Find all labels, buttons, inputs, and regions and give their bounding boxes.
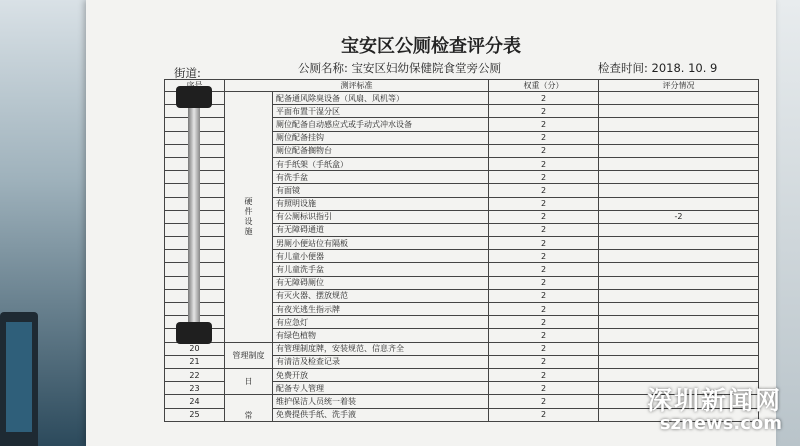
row-score xyxy=(599,329,759,342)
row-weight: 2 xyxy=(489,395,599,408)
row-score xyxy=(599,368,759,381)
header-score: 评分情况 xyxy=(599,80,759,92)
row-criterion: 厕位配备搁物台 xyxy=(273,144,489,157)
row-score: -2 xyxy=(599,210,759,223)
clipboard-clip xyxy=(170,86,218,346)
watermark-en: sznews.com xyxy=(659,413,782,434)
row-score xyxy=(599,144,759,157)
row-criterion: 平面布置干湿分区 xyxy=(273,105,489,118)
row-score xyxy=(599,223,759,236)
row-criterion: 厕位配备自动感应式或手动式冲水设备 xyxy=(273,118,489,131)
score-table xyxy=(164,79,759,422)
row-score xyxy=(599,355,759,368)
row-weight: 2 xyxy=(489,316,599,329)
row-number: 24 xyxy=(165,395,225,408)
row-criterion: 有无障碍通道 xyxy=(273,223,489,236)
row-criterion: 配备通风除臭设备（风扇、风机等） xyxy=(273,92,489,105)
row-criterion: 有夜光逃生指示牌 xyxy=(273,303,489,316)
category-management: 管理制度 xyxy=(225,342,273,368)
row-weight: 2 xyxy=(489,250,599,263)
row-criterion: 配备专人管理 xyxy=(273,382,489,395)
row-criterion: 有应急灯 xyxy=(273,316,489,329)
row-criterion: 有绿色植物 xyxy=(273,329,489,342)
row-weight: 2 xyxy=(489,157,599,170)
row-score xyxy=(599,131,759,144)
table-row xyxy=(165,368,759,381)
row-weight: 2 xyxy=(489,210,599,223)
row-criterion: 有照明设施 xyxy=(273,197,489,210)
row-weight: 2 xyxy=(489,289,599,302)
row-weight: 2 xyxy=(489,382,599,395)
row-number: 22 xyxy=(165,368,225,381)
row-weight: 2 xyxy=(489,223,599,236)
row-score xyxy=(599,171,759,184)
row-weight: 2 xyxy=(489,303,599,316)
row-criterion: 维护保洁人员统一着装 xyxy=(273,395,489,408)
row-score xyxy=(599,197,759,210)
clip-bar xyxy=(188,94,200,340)
row-weight: 2 xyxy=(489,184,599,197)
category-daily-2: 常 xyxy=(225,395,273,421)
row-criterion: 有管理制度牌，安装规范、信息齐全 xyxy=(273,342,489,355)
row-criterion: 有清洁及检查记录 xyxy=(273,355,489,368)
row-score xyxy=(599,92,759,105)
row-weight: 2 xyxy=(489,355,599,368)
row-score xyxy=(599,276,759,289)
row-weight: 2 xyxy=(489,197,599,210)
row-score xyxy=(599,250,759,263)
watermark-logo xyxy=(647,388,782,434)
row-weight: 2 xyxy=(489,237,599,250)
row-score xyxy=(599,105,759,118)
row-score xyxy=(599,316,759,329)
row-number: 23 xyxy=(165,382,225,395)
row-weight: 2 xyxy=(489,263,599,276)
row-weight: 2 xyxy=(489,171,599,184)
row-criterion: 有洗手盆 xyxy=(273,171,489,184)
clip-top xyxy=(176,86,212,108)
row-criterion: 免费提供手纸、洗手液 xyxy=(273,408,489,421)
row-score xyxy=(599,184,759,197)
row-score xyxy=(599,237,759,250)
row-criterion: 有无障碍厕位 xyxy=(273,276,489,289)
header-criterion: 测评标准 xyxy=(225,80,489,92)
row-score xyxy=(599,289,759,302)
row-criterion: 厕位配备挂钩 xyxy=(273,131,489,144)
row-criterion: 有公厕标识指引 xyxy=(273,210,489,223)
row-weight: 2 xyxy=(489,105,599,118)
row-number: 21 xyxy=(165,355,225,368)
phone-screen xyxy=(6,322,32,432)
row-score xyxy=(599,342,759,355)
table-row xyxy=(165,92,759,105)
row-score xyxy=(599,303,759,316)
row-weight: 2 xyxy=(489,92,599,105)
street-label: 街道: xyxy=(174,66,201,80)
row-weight: 2 xyxy=(489,329,599,342)
row-criterion: 有儿童小便器 xyxy=(273,250,489,263)
table-row xyxy=(165,342,759,355)
row-weight: 2 xyxy=(489,276,599,289)
row-score xyxy=(599,157,759,170)
row-criterion: 免费开放 xyxy=(273,368,489,381)
row-criterion: 有儿童洗手盆 xyxy=(273,263,489,276)
row-number: 25 xyxy=(165,408,225,421)
header-weight: 权重（分） xyxy=(489,80,599,92)
row-criterion: 有灭火器、摆放规范 xyxy=(273,289,489,302)
sheet-title: 宝安区公厕检查评分表 xyxy=(341,36,521,57)
row-score xyxy=(599,118,759,131)
category-daily-1: 日 xyxy=(225,368,273,394)
table-header-row xyxy=(165,80,759,92)
row-weight: 2 xyxy=(489,118,599,131)
score-sheet-paper xyxy=(86,0,776,446)
row-criterion: 男厕小便站位有隔板 xyxy=(273,237,489,250)
toilet-name: 公厕名称: 宝安区妇幼保健院食堂旁公厕 xyxy=(298,61,502,75)
category-hardware: 硬件设施 xyxy=(225,92,273,343)
row-weight: 2 xyxy=(489,368,599,381)
phone-device xyxy=(0,312,38,446)
watermark-cn: 深圳新闻网 xyxy=(646,386,782,415)
row-score xyxy=(599,263,759,276)
check-time: 检查时间: 2018. 10. 9 xyxy=(598,61,718,75)
row-weight: 2 xyxy=(489,408,599,421)
clip-bottom xyxy=(176,322,212,344)
row-weight: 2 xyxy=(489,131,599,144)
row-criterion: 有手纸架（手纸盒） xyxy=(273,157,489,170)
row-criterion: 有面镜 xyxy=(273,184,489,197)
row-weight: 2 xyxy=(489,144,599,157)
row-number: 20 xyxy=(165,342,225,355)
row-weight: 2 xyxy=(489,342,599,355)
